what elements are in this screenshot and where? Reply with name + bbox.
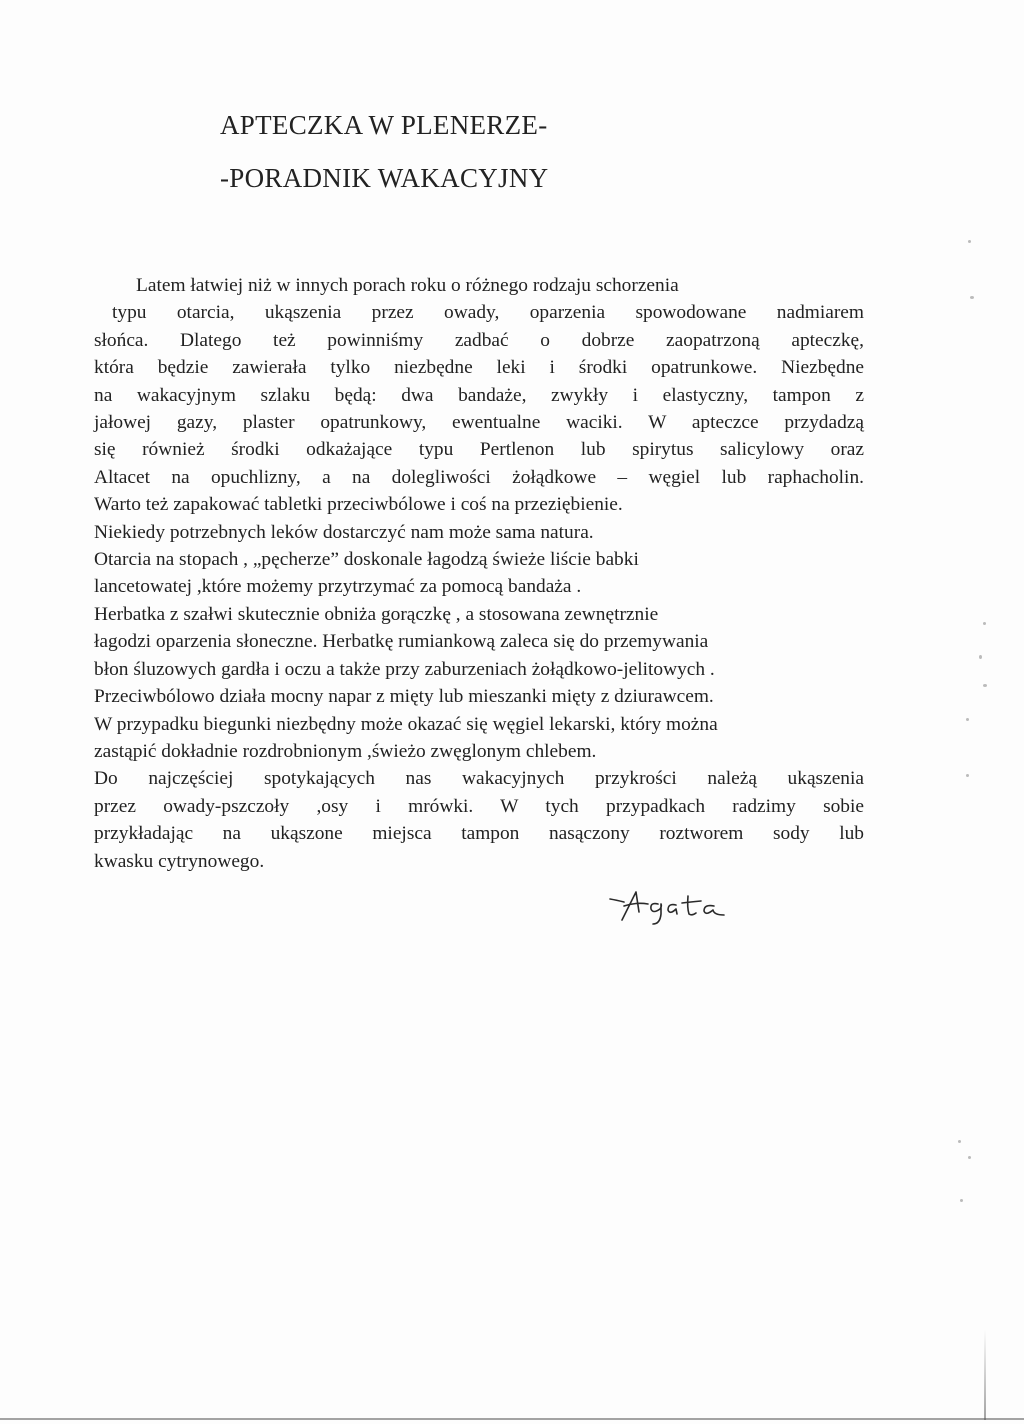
scan-speck	[960, 1199, 963, 1202]
body-line: na wakacyjnym szlaku będą: dwa bandaże, zwykły i elastyczny, tampon z	[94, 384, 864, 406]
scan-speck	[970, 296, 974, 299]
body-line: Altacet na opuchlizny, a na dolegliwości żołądkowe – węgiel lub raphacholin.	[94, 466, 864, 488]
scan-speck	[979, 655, 982, 659]
handwritten-signature	[606, 882, 756, 932]
body-line: Niekiedy potrzebnych leków dostarczyć nam może sama natura.	[94, 521, 594, 543]
scan-speck	[966, 774, 969, 777]
scan-speck	[968, 1156, 971, 1159]
scan-edge-line	[984, 1330, 986, 1420]
body-line: Otarcia na stopach , „pęcherze” doskonale łagodzą świeże liście babki	[94, 549, 639, 571]
scan-speck	[958, 1140, 961, 1143]
article-body	[94, 272, 864, 875]
body-line: jałowej gazy, plaster opatrunkowy, ewentualne waciki. W apteczce przydadzą	[94, 412, 864, 434]
body-line: zastąpić dokładnie rozdrobnionym ,świeżo zwęglonym chlebem.	[94, 740, 597, 762]
body-line: Do najczęściej spotykających nas wakacyjnych przykrości należą ukąszenia	[94, 768, 864, 790]
body-line: typu otarcia, ukąszenia przez owady, oparzenia spowodowane nadmiarem	[112, 302, 864, 324]
body-line: W przypadku biegunki niezbędny może okazać się węgiel lekarski, który można	[94, 713, 718, 735]
body-line: Warto też zapakować tabletki przeciwbólowe i coś na przeziębienie.	[94, 494, 623, 516]
body-line: słońca. Dlatego też powinniśmy zadbać o dobrze zaopatrzoną apteczkę,	[94, 329, 864, 351]
body-line: błon śluzowych gardła i oczu a także przy zaburzeniach żołądkowo-jelitowych .	[94, 658, 715, 680]
scan-speck	[966, 718, 969, 721]
body-line: przykładając na ukąszone miejsca tampon nasączony roztworem sody lub	[94, 823, 864, 845]
body-line: Latem łatwiej niż w innych porach roku o różnego rodzaju schorzenia	[136, 275, 679, 296]
scan-speck	[983, 684, 987, 687]
scan-speck	[968, 240, 971, 243]
body-line: Przeciwbólowo działa mocny napar z mięty lub mieszanki mięty z dziurawcem.	[94, 686, 714, 708]
document-title-line-2: -PORADNIK WAKACYJNY	[220, 163, 549, 193]
scan-edge-line	[0, 1418, 1024, 1420]
body-line: łagodzi oparzenia słoneczne. Herbatkę rumiankową zaleca się do przemywania	[94, 631, 709, 653]
body-line: się również środki odkażające typu Pertlenon lub spirytus salicylowy oraz	[94, 439, 864, 461]
scan-speck	[983, 622, 986, 625]
body-line: przez owady-pszczoły ,osy i mrówki. W tych przypadkach radzimy sobie	[94, 795, 864, 817]
document-title-line-1: APTECZKA W PLENERZE-	[220, 110, 548, 140]
body-line: która będzie zawierała tylko niezbędne leki i środki opatrunkowe. Niezbędne	[94, 357, 864, 379]
body-line: kwasku cytrynowego.	[94, 850, 265, 872]
body-line: lancetowatej ,które możemy przytrzymać za pomocą bandaża .	[94, 576, 582, 598]
body-line: Herbatka z szałwi skutecznie obniża gorączkę , a stosowana zewnętrznie	[94, 603, 659, 625]
